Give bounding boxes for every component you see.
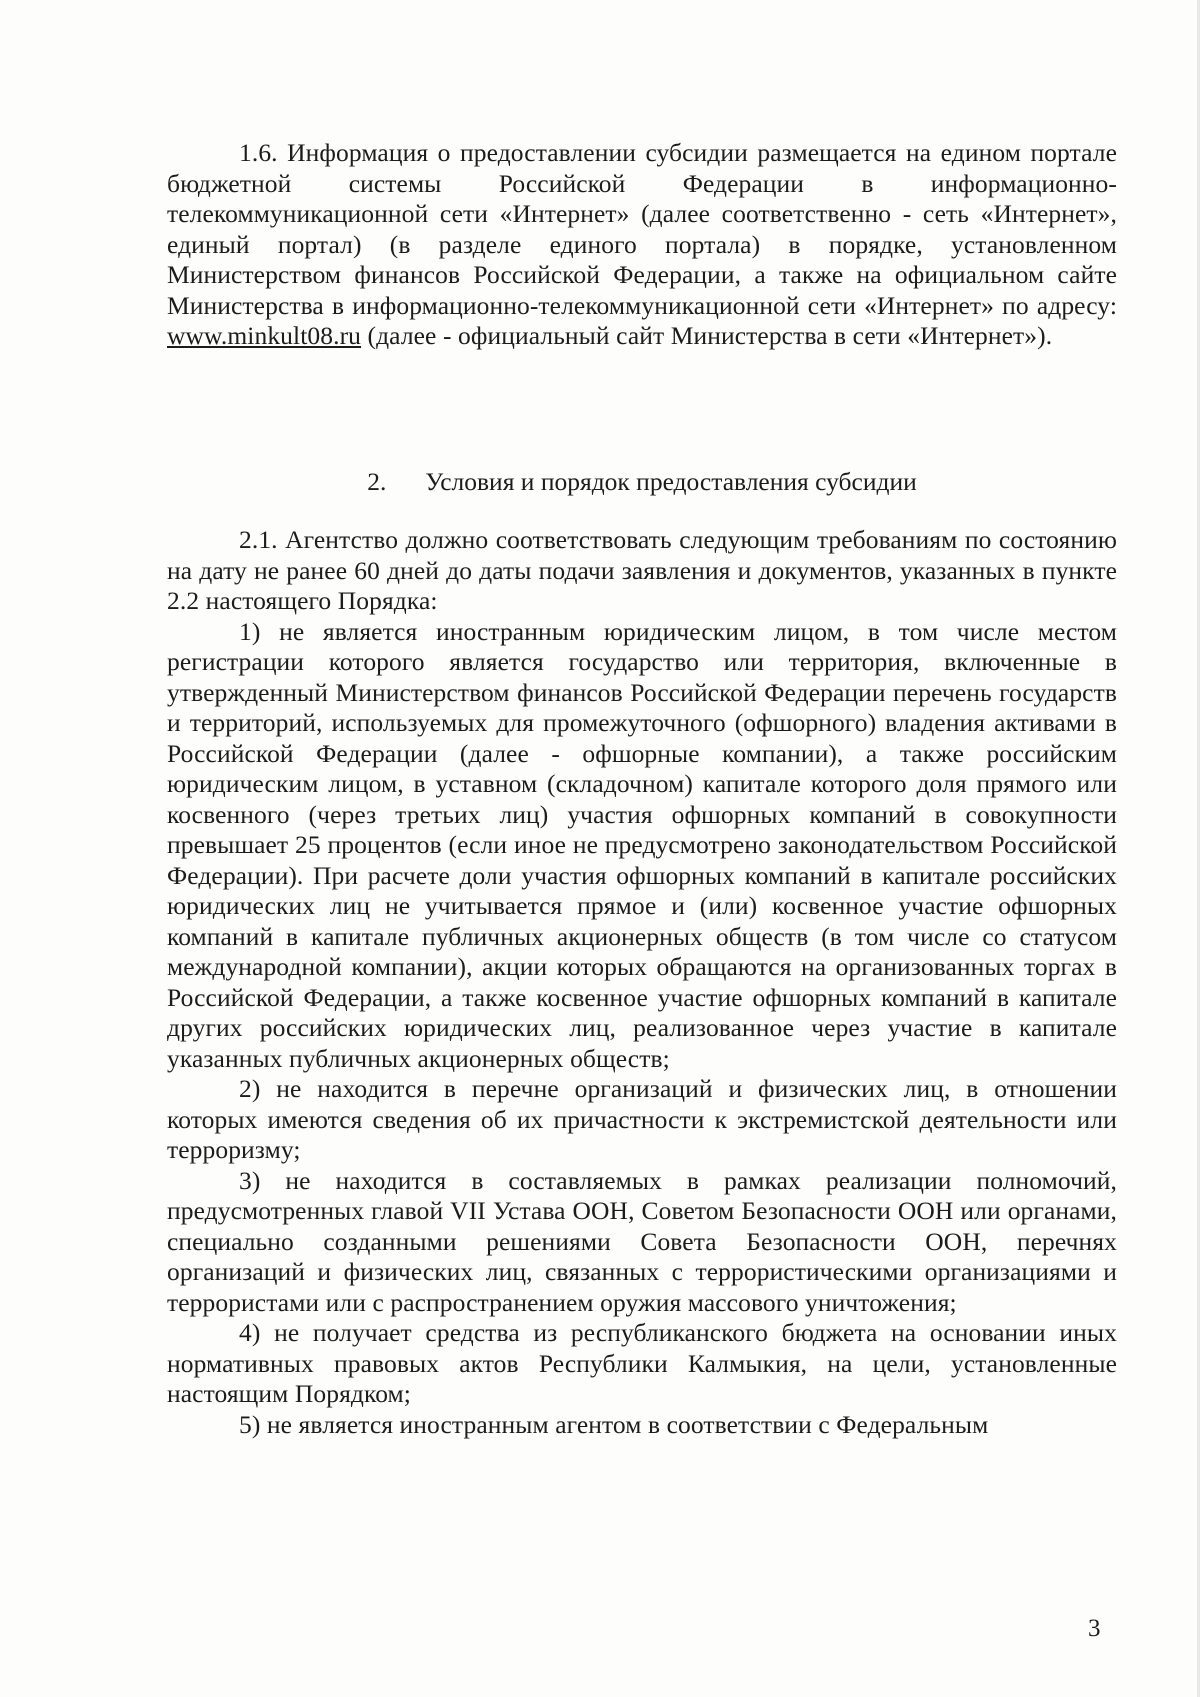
paragraph-2-1: 2.1. Агентство должно соответствовать следующим требованиям по состоянию на дату не ранее 60 дней до даты подачи заявления и документов, указанных в пункте 2.2 настоящего Порядка: <box>167 525 1117 615</box>
paragraph-1-6-part-a: 1.6. Информация о предоставлении субсидии размещается на едином портале бюджетной системы Российской Федерации в информационно-телекоммуникационной сети «Интернет» (далее соответственно - сеть «Интернет», единый портал) (в разделе единого портала) в порядке, установленном Министерством финансов Российской Федерации, а также на официальном сайте Министерства в информационно-телекоммуникационной сети «Интернет» по адресу: <box>167 138 1117 320</box>
list-item-5: 5) не является иностранным агентом в соответствии с Федеральным <box>239 1409 989 1439</box>
list-item-1: 1) не является иностранным юридическим лицом, в том числе местом регистрации которого является государство или территория, включенные в утвержденный Министерством финансов Российской Федерации перечень государств и территорий, используемых для промежуточного (офшорного) владения активами в Российской Федерации (далее - офшорные компании), а также российским юридическим лицом, в уставном (складочном) капитале которого доля прямого или косвенного (через третьих лиц) участия офшорных компаний в совокупности превышает 25 процентов (если иное не предусмотрено законодательством Российской Федерации). При расчете доли участия офшорных компаний в капитале российских юридических лиц не учитывается прямое и (или) косвенное участие офшорных компаний в капитале публичных акционерных обществ (в том числе со статусом международной компании), акции которых обращаются на организованных торгах в Российской Федерации, а также косвенное участие офшорных компаний в капитале других российских юридических лиц, реализованное через участие в капитале указанных публичных акционерных обществ; <box>167 616 1117 1073</box>
list-item-4: 4) не получает средства из республиканского бюджета на основании иных нормативных правовых актов Республики Калмыкия, на цели, установленные настоящим Порядком; <box>167 1318 1117 1408</box>
paragraph-1-6 <box>167 138 1117 352</box>
section-title: Условия и порядок предоставления субсидии <box>425 467 917 496</box>
section-number: 2. <box>367 467 387 496</box>
section-2-body <box>167 525 1117 1440</box>
paragraph-1-6-text <box>167 138 1117 352</box>
section-heading <box>167 467 1117 498</box>
list-item-3: 3) не находится в составляемых в рамках реализации полномочий, предусмотренных главой VII Устава ООН, Советом Безопасности ООН или органами, специально созданными решениями Совета Безопасности ООН, перечнях организаций и физических лиц, связанных с террористическими организациями и террористами или с распространением оружия массового уничтожения; <box>167 1165 1117 1317</box>
paragraph-1-6-part-b: (далее - официальный сайт Министерства в сети «Интернет»). <box>361 321 1053 350</box>
website-link[interactable]: www.minkult08.ru <box>167 321 362 350</box>
page-number: 3 <box>1088 1615 1101 1642</box>
list-item-2: 2) не находится в перечне организаций и физических лиц, в отношении которых имеются сведения об их причастности к экстремистской деятельности или терроризму; <box>167 1074 1117 1164</box>
